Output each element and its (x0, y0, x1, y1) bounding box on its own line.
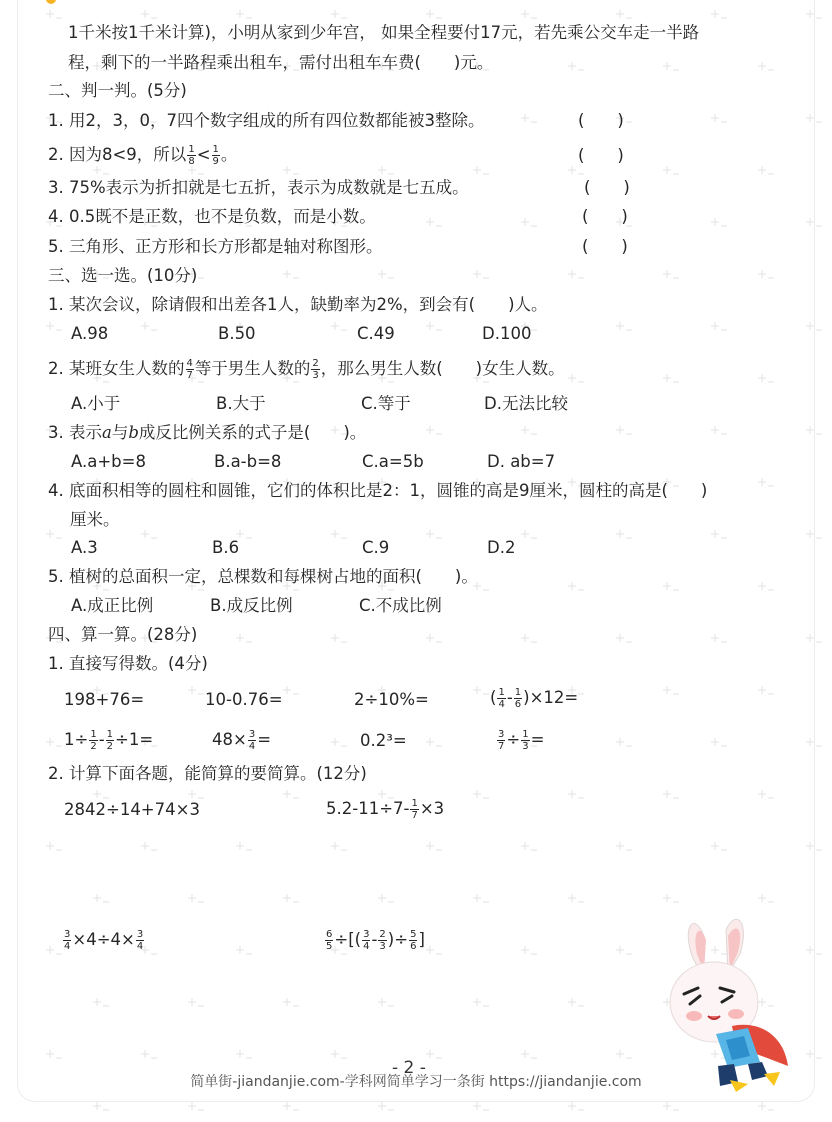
calc-item (212, 729, 271, 752)
section-judge-heading: 二、判一判。(5分) (48, 81, 187, 100)
denominator: 5 (326, 941, 333, 952)
expr-tail: = (257, 730, 272, 749)
judge-q2 (48, 144, 237, 167)
denominator: 3 (379, 941, 386, 952)
fraction (186, 358, 194, 381)
choose-q2-mid: 等于男生人数的 (194, 359, 311, 378)
fraction (106, 729, 114, 752)
choose-q2-option-b: B.大于 (216, 394, 266, 413)
denominator: 7 (498, 741, 505, 752)
choose-q3-option-b: B.a-b=8 (214, 452, 282, 471)
denominator: 9 (212, 156, 219, 167)
denominator: 3 (522, 741, 529, 752)
choose-q1-option-c: C.49 (357, 324, 395, 343)
rabbit-mascot-icon (664, 916, 792, 1096)
numerator: 5 (410, 929, 417, 940)
denominator: 2 (90, 741, 97, 752)
denominator: 6 (410, 941, 417, 952)
choose-q2-end: ，那么男生人数( )女生人数。 (320, 359, 565, 378)
judge-q2-prefix: 2. 因为8<9，所以 (48, 145, 187, 164)
calc-problem (326, 798, 444, 821)
choose-q2 (48, 358, 565, 381)
calc-problem: 2842÷14+74×3 (64, 800, 200, 819)
numerator: 3 (498, 729, 505, 740)
expr-close: )÷ (387, 930, 409, 949)
numerator: 1 (90, 729, 97, 740)
denominator: 4 (363, 941, 370, 952)
fraction (212, 144, 220, 167)
footer-site-text: 简单街-jiandanjie.com-学科网简单学习一条街 https://jiandanjie.com (190, 1074, 642, 1090)
choose-q3-option-d: D. ab=7 (487, 452, 556, 471)
choose-q1-option-d: D.100 (482, 324, 532, 343)
numerator: 3 (248, 729, 256, 740)
carry-line-2: 程，剩下的一半路程乘出租车，需付出租车车费( )元。 (68, 53, 494, 72)
choose-q2-option-d: D.无法比较 (484, 394, 568, 413)
denominator: 7 (186, 370, 193, 381)
fraction (136, 929, 144, 952)
calc-item (496, 729, 544, 752)
numerator: 1 (411, 798, 418, 809)
operator: - (506, 688, 513, 707)
choose-q3-end: 成反比例关系的式子是( )。 (138, 423, 367, 442)
fraction (410, 798, 418, 821)
choose-q2-prefix: 2. 某班女生人数的 (48, 359, 185, 378)
fraction (187, 144, 195, 167)
paren-open: ( (490, 688, 497, 707)
choose-q4-option-c: C.9 (362, 538, 390, 557)
calc-problem (62, 929, 145, 952)
calc-item: 2÷10%= (354, 690, 429, 709)
fraction (497, 729, 505, 752)
expr-lead: 1÷ (64, 730, 89, 749)
judge-q2-end: 。 (220, 145, 238, 164)
judge-q3-answer-blank: ( ) (584, 178, 630, 197)
operator: ÷ (506, 730, 521, 749)
denominator: 4 (136, 941, 144, 952)
choose-q5-option-c: C.不成比例 (359, 596, 442, 615)
judge-q1: 1. 用2，3，0，7四个数字组成的所有四位数都能被3整除。 (48, 111, 485, 130)
operator: - (98, 730, 105, 749)
expr-lead: 48× (212, 730, 247, 749)
operator: - (371, 930, 378, 949)
var-b: b (128, 423, 139, 442)
numerator: 1 (514, 687, 522, 698)
calc-problem (324, 929, 425, 952)
section-choose-heading: 三、选一选。(10分) (48, 266, 198, 285)
fraction (248, 729, 256, 752)
expr-tail: )×12= (523, 688, 579, 707)
carry-line-1: 1千米按1千米计算)，小明从家到少年宫， 如果全程要付17元，若先乘公交车走一半路 (68, 23, 700, 42)
numerator: 6 (326, 929, 333, 940)
choose-q4-line2: 厘米。 (70, 510, 120, 529)
watermark-mark (378, 1102, 394, 1110)
var-a: a (102, 423, 112, 442)
denominator: 4 (64, 941, 71, 952)
choose-q5: 5. 植树的总面积一定，总棵数和每棵树占地的面积( )。 (48, 567, 478, 586)
watermark-mark (568, 1102, 584, 1110)
watermark-mark (283, 1102, 299, 1110)
denominator: 3 (312, 370, 319, 381)
fraction (521, 729, 529, 752)
choose-q3-option-a: A.a+b=8 (71, 452, 146, 471)
numerator: 3 (363, 929, 370, 940)
denominator: 4 (498, 699, 505, 710)
numerator: 3 (136, 929, 144, 940)
calc-item: 0.2³= (360, 731, 407, 750)
watermark-mark (188, 1102, 204, 1110)
expr-lead: 5.2-11÷7- (326, 799, 410, 818)
denominator: 4 (248, 741, 256, 752)
calc-item (64, 729, 153, 752)
fraction (362, 929, 370, 952)
choose-q3-with: 与 (111, 423, 129, 442)
page-number: - 2 - (392, 1058, 426, 1078)
choose-q2-option-a: A.小于 (71, 394, 121, 413)
judge-q1-answer-blank: ( ) (578, 111, 624, 130)
denominator: 6 (514, 699, 522, 710)
watermark-mark (663, 1102, 679, 1110)
choose-q1-option-b: B.50 (218, 324, 256, 343)
numerator: 1 (498, 687, 505, 698)
choose-q1: 1. 某次会议，除请假和出差各1人，缺勤率为2%，到会有( )人。 (48, 295, 548, 314)
numerator: 1 (188, 144, 195, 155)
calc-sub1: 1. 直接写得数。(4分) (48, 654, 208, 673)
calc-item (490, 687, 578, 710)
judge-q5-answer-blank: ( ) (582, 237, 628, 256)
watermark-mark (758, 1102, 774, 1110)
judge-q5: 5. 三角形、正方形和长方形都是轴对称图形。 (48, 237, 383, 256)
expr-tail: ×3 (419, 799, 445, 818)
numerator: 1 (212, 144, 219, 155)
judge-q2-mid: < (196, 145, 211, 164)
choose-q4-option-d: D.2 (487, 538, 516, 557)
expr-open: ÷[( (334, 930, 362, 949)
expr-mid: ×4÷4× (72, 930, 135, 949)
expr-tail: ÷1= (115, 730, 154, 749)
expr-end: ] (418, 930, 425, 949)
judge-q4: 4. 0.5既不是正数，也不是负数，而是小数。 (48, 207, 376, 226)
choose-q5-option-a: A.成正比例 (71, 596, 154, 615)
choose-q1-option-a: A.98 (71, 324, 109, 343)
judge-q4-answer-blank: ( ) (582, 207, 628, 226)
fraction (497, 687, 505, 710)
choose-q2-option-c: C.等于 (361, 394, 411, 413)
numerator: 2 (312, 358, 319, 369)
fraction (325, 929, 333, 952)
choose-q3-option-c: C.a=5b (362, 452, 424, 471)
fraction (514, 687, 522, 710)
choose-q3 (48, 422, 366, 444)
numerator: 1 (106, 729, 114, 740)
choose-q4-option-b: B.6 (212, 538, 240, 557)
choose-q4-option-a: A.3 (71, 538, 98, 557)
choose-q5-option-b: B.成反比例 (210, 596, 293, 615)
calc-item: 198+76= (64, 690, 145, 709)
denominator: 2 (106, 741, 114, 752)
fraction (89, 729, 97, 752)
fraction (409, 929, 417, 952)
choose-q3-prefix: 3. 表示 (48, 423, 102, 442)
denominator: 8 (188, 156, 195, 167)
judge-q3: 3. 75%表示为折扣就是七五折，表示为成数就是七五成。 (48, 178, 469, 197)
numerator: 2 (379, 929, 386, 940)
denominator: 7 (411, 810, 418, 821)
section-calc-heading: 四、算一算。(28分) (48, 625, 198, 644)
fraction (378, 929, 386, 952)
watermark-mark (473, 1102, 489, 1110)
expr-tail: = (530, 730, 545, 749)
numerator: 1 (522, 729, 529, 740)
calc-sub2: 2. 计算下面各题，能简算的要简算。(12分) (48, 764, 367, 783)
fraction (63, 929, 71, 952)
judge-q2-answer-blank: ( ) (578, 146, 624, 165)
fraction (311, 358, 319, 381)
numerator: 3 (64, 929, 71, 940)
choose-q4-line1: 4. 底面积相等的圆柱和圆锥，它们的体积比是2：1，圆锥的高是9厘米，圆柱的高是( ) (48, 481, 708, 500)
watermark-mark (93, 1102, 109, 1110)
numerator: 4 (186, 358, 193, 369)
calc-item: 10-0.76= (205, 690, 283, 709)
